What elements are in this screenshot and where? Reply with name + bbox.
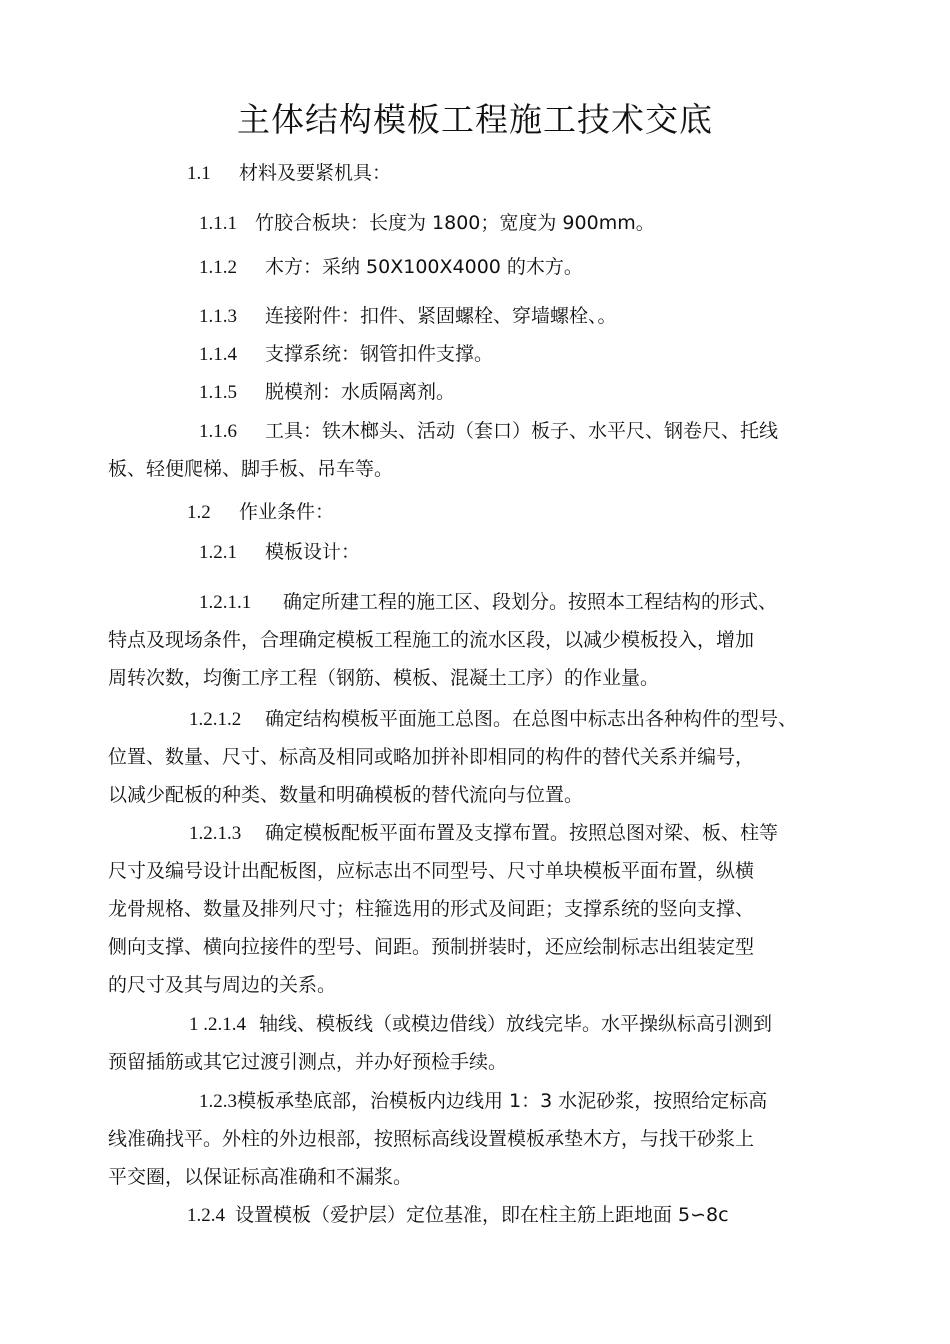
section-number: 1.1.4: [199, 344, 237, 365]
document-title: 主体结构模板工程施工技术交底: [237, 100, 713, 139]
section-number: 1.2.3: [199, 1091, 237, 1112]
section-number: 1.1.5: [199, 382, 237, 403]
line-text: 设置模板（爱护层）定位基准，即在柱主筋上距地面 5∽8c: [235, 1204, 729, 1226]
section-number: 1 .2.1.4: [189, 1014, 246, 1035]
line-text: 支撑系统：钢管扣件支撑。: [265, 343, 494, 365]
body-line: [199, 303, 617, 330]
line-text: 龙骨规格、数量及排列尺寸；柱箍选用的形式及间距；支撑系统的竖向支撑、: [108, 898, 755, 920]
body-line: [199, 210, 655, 237]
body-line: [108, 782, 583, 808]
body-line: [108, 744, 754, 770]
line-text: 工具：铁木榔头、活动（套口）板子、水平尺、钢卷尺、托线: [265, 420, 779, 442]
section-number: 1.2.1.3: [189, 823, 242, 844]
body-line: [199, 589, 777, 616]
section-number: 1.1.1: [199, 213, 237, 234]
line-text: 确定模板配板平面布置及支撑布置。按照总图对梁、板、柱等: [265, 822, 779, 844]
body-line: [199, 539, 360, 566]
line-text: 木方：采纳 50X100X4000 的木方。: [265, 256, 583, 278]
line-text: 模板设计：: [265, 541, 361, 563]
section-number: 1.2.1: [199, 542, 237, 563]
body-line: [189, 1011, 772, 1038]
line-text: 连接附件：扣件、紧固螺栓、穿墙螺栓、。: [265, 305, 617, 327]
body-line: [108, 1126, 754, 1152]
line-text: 尺寸及编号设计出配板图，应标志出不同型号、尺寸单块模板平面布置，纵横: [108, 860, 755, 882]
body-line: [187, 1202, 729, 1229]
body-line: [108, 456, 393, 482]
body-line: [108, 1049, 507, 1075]
line-text: 位置、数量、尺寸、标高及相同或略加拼补即相同的构件的替代关系并编号，: [108, 746, 755, 768]
body-line: [108, 1164, 412, 1190]
line-text: 材料及要紧机具：: [239, 162, 392, 184]
section-number: 1.2.1.2: [189, 709, 242, 730]
body-line: [108, 627, 754, 653]
line-text: 确定结构模板平面施工总图。在总图中标志出各种构件的型号、: [265, 708, 798, 730]
line-text: 模板承垫底部，治模板内边线用 1：3 水泥砂浆，按照给定标高: [237, 1090, 768, 1112]
body-line: [187, 499, 334, 526]
body-line: [108, 972, 336, 998]
line-text: 确定所建工程的施工区、段划分。按照本工程结构的形式、: [283, 591, 778, 613]
section-number: 1.2.4: [187, 1205, 225, 1226]
body-line: [199, 341, 493, 368]
body-line: [199, 379, 455, 406]
line-text: 板、轻便爬梯、脚手板、吊车等。: [108, 458, 394, 480]
line-text: 轴线、模板线（或模边借线）放线完毕。水平操纵标高引测到: [259, 1013, 773, 1035]
section-number: 1.1.2: [199, 257, 237, 278]
line-text: 平交圈，以保证标高准确和不漏浆。: [108, 1166, 413, 1188]
section-number: 1.2.1.1: [199, 592, 252, 613]
section-number: 1.1: [187, 163, 211, 184]
section-number: 1.1.3: [199, 306, 237, 327]
body-line: [108, 934, 754, 960]
body-line: [108, 896, 754, 922]
section-number: 1.1.6: [199, 421, 237, 442]
body-line: [199, 1088, 767, 1115]
line-text: 的尺寸及其与周边的关系。: [108, 974, 337, 996]
line-text: 侧向支撑、横向拉接件的型号、间距。预制拼装时，还应绘制标志出组装定型: [108, 936, 755, 958]
line-text: 周转次数，均衡工序工程（钢筋、模板、混凝土工序）的作业量。: [108, 667, 660, 689]
body-line: [108, 858, 754, 884]
section-number: 1.2: [187, 502, 211, 523]
line-text: 竹胶合板块：长度为 1800；宽度为 900mm。: [255, 212, 655, 234]
line-text: 作业条件：: [239, 501, 335, 523]
line-text: 以减少配板的种类、数量和明确模板的替代流向与位置。: [108, 784, 584, 806]
line-text: 线准确找平。外柱的外边根部，按照标高线设置模板承垫木方，与找干砂浆上: [108, 1128, 755, 1150]
line-text: 脱模剂：水质隔离剂。: [265, 381, 456, 403]
line-text: 特点及现场条件，合理确定模板工程施工的流水区段，以减少模板投入，增加: [108, 629, 755, 651]
body-line: [189, 820, 778, 847]
body-line: [199, 254, 583, 281]
body-line: [187, 160, 391, 187]
line-text: 预留插筋或其它过渡引测点，并办好预检手续。: [108, 1051, 508, 1073]
body-line: [189, 706, 797, 733]
body-line: [108, 665, 659, 691]
body-line: [199, 418, 778, 445]
